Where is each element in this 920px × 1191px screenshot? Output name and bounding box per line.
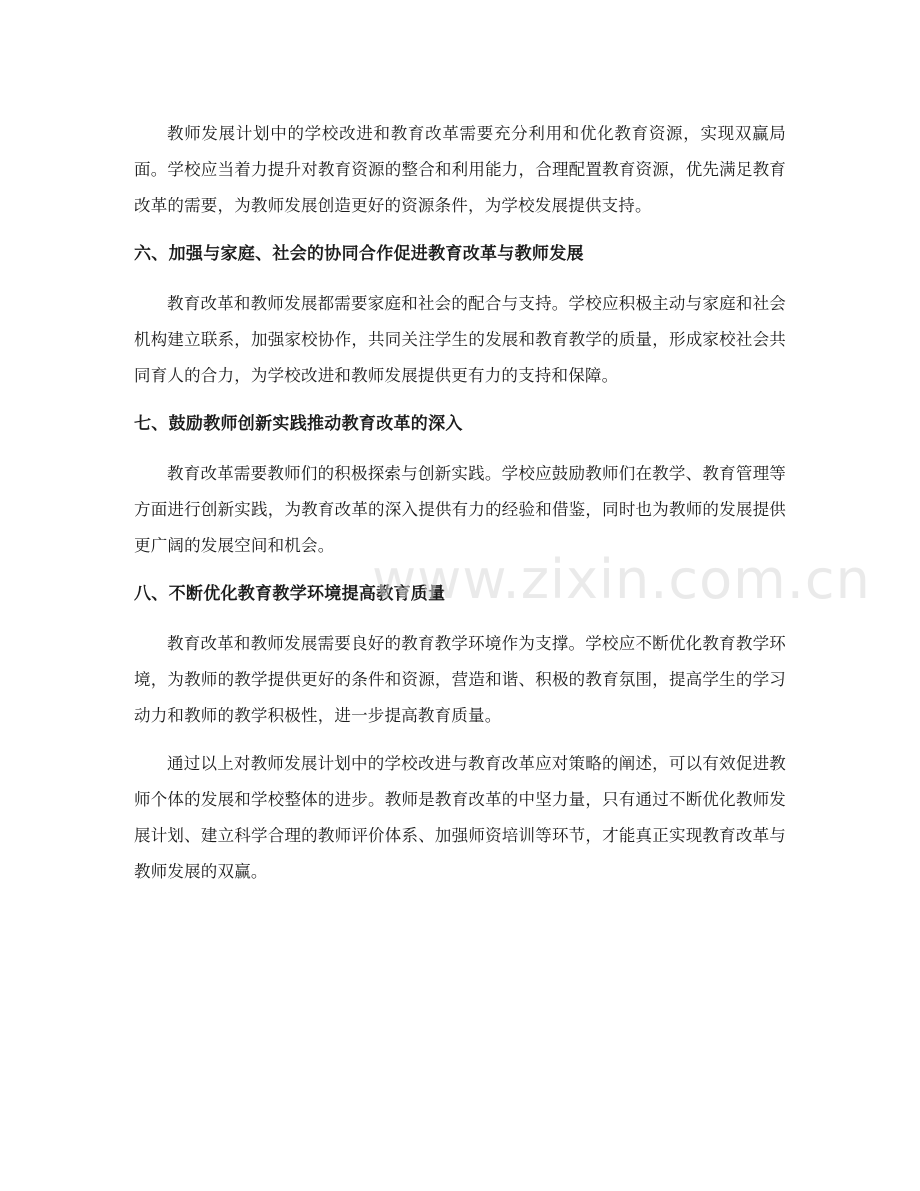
conclusion-paragraph: 通过以上对教师发展计划中的学校改进与教育改革应对策略的阐述，可以有效促进教师个体的发展和学校整体的进步。教师是教育改革的中坚力量，只有通过不断优化教师发展计划、建立科学合理的教师评价体系、加强师资培训等环节，才能真正实现教育改革与教师发展的双赢。 — [134, 754, 786, 881]
watermark: www.zixin.com.cn — [372, 548, 871, 611]
section-body-6: 教育改革和教师发展都需要家庭和社会的配合与支持。学校应积极主动与家庭和社会机构建立联系，加强家校协作，共同关注学生的发展和教育教学的质量，形成家校社会共同育人的合力，为学校改进和教师发展提供更有力的支持和保障。 — [134, 294, 786, 385]
section-body-8: 教育改革和教师发展需要良好的教育教学环境作为支撑。学校应不断优化教育教学环境，为教师的教学提供更好的条件和资源，营造和谐、积极的教育氛围，提高学生的学习动力和教师的教学积极性，进一步提高教育质量。 — [134, 634, 786, 725]
section-heading-6: 六、加强与家庭、社会的协同合作促进教育改革与教师发展 — [134, 244, 584, 264]
intro-paragraph: 教师发展计划中的学校改进和教育改革需要充分利用和优化教育资源，实现双赢局面。学校应当着力提升对教育资源的整合和利用能力，合理配置教育资源，优先满足教育改革的需要，为教师发展创造更好的资源条件，为学校发展提供支持。 — [134, 124, 786, 215]
document-content — [134, 116, 786, 902]
section-body-7: 教育改革需要教师们的积极探索与创新实践。学校应鼓励教师们在教学、教育管理等方面进行创新实践，为教育改革的深入提供有力的经验和借鉴，同时也为教师的发展提供更广阔的发展空间和机会。 — [134, 464, 786, 555]
section-heading-8: 八、不断优化教育教学环境提高教育质量 — [134, 584, 446, 604]
section-heading-7: 七、鼓励教师创新实践推动教育改革的深入 — [134, 414, 463, 434]
